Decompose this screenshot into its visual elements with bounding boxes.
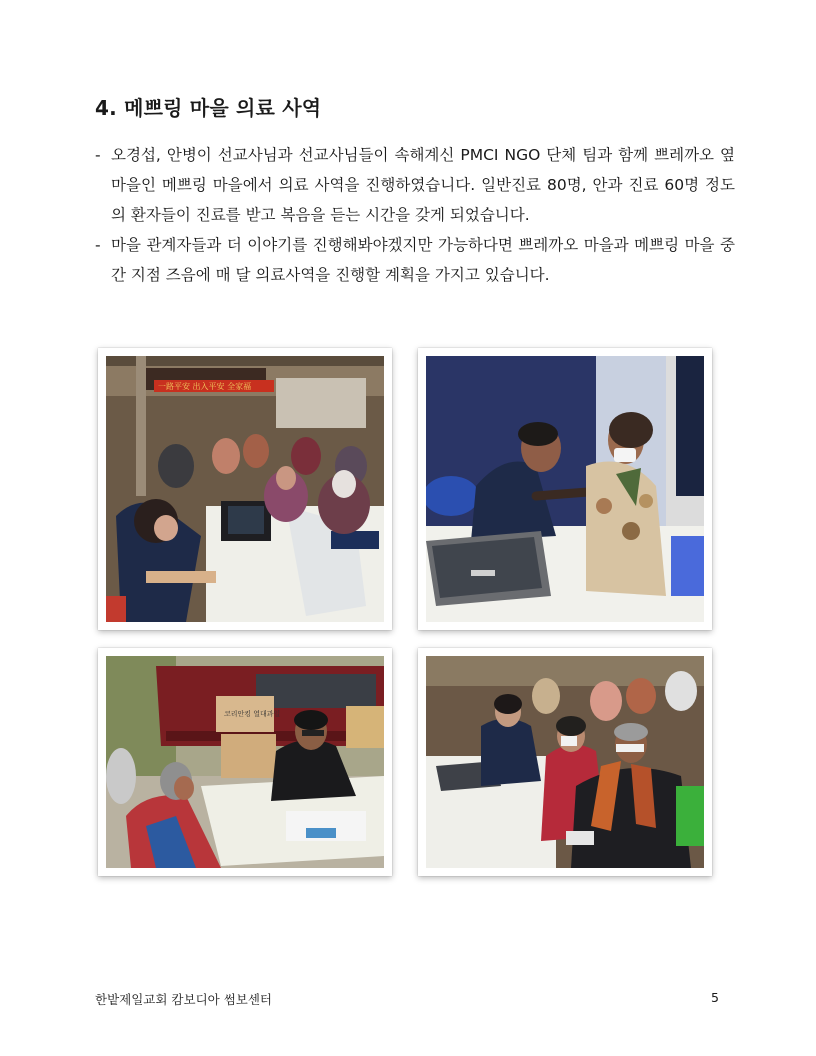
bullet-dash: - (95, 236, 101, 254)
bullet-text: 마을 관계자들과 더 이야기를 진행해봐야겠지만 가능하다면 쁘레까오 마을과 메쁘링 마을 중간 지점 즈음에 매 달 의료사역을 진행할 계획을 가지고 있습니다. (111, 236, 735, 284)
photo3-box-text: 코리안킹 열대과일 (224, 710, 281, 718)
bullet-text: 오경섭, 안병이 선교사님과 선교사님들이 속해계신 PMCI NGO 단체 팀과 함께 쁘레까오 옆 마을인 메쁘링 마을에서 의료 사역을 진행하였습니다. 일반진료 80명, 안과 진료 60명 정도의 환자들이 진료를 받고 복음을 듣는 시간을 갖게 되었습니다. (111, 146, 735, 224)
bullet-list (95, 140, 735, 290)
photo-village-clinic-registration (98, 348, 392, 630)
bullet-dash: - (95, 146, 101, 164)
bullet-item-1 (95, 140, 735, 230)
photo-patients-waiting (418, 648, 712, 876)
section-heading: 4. 메쁘링 마을 의료 사역 (95, 96, 322, 120)
footer-organization: 한밭제일교회 캄보디아 썸보센터 (95, 992, 272, 1007)
bullet-item-2 (95, 230, 735, 290)
photo-outdoor-consultation (98, 648, 392, 876)
page-number: 5 (711, 990, 719, 1005)
photo1-sign-text: 一路平安 出入平安 全家福 (158, 382, 252, 391)
photo-stethoscope-exam (418, 348, 712, 630)
